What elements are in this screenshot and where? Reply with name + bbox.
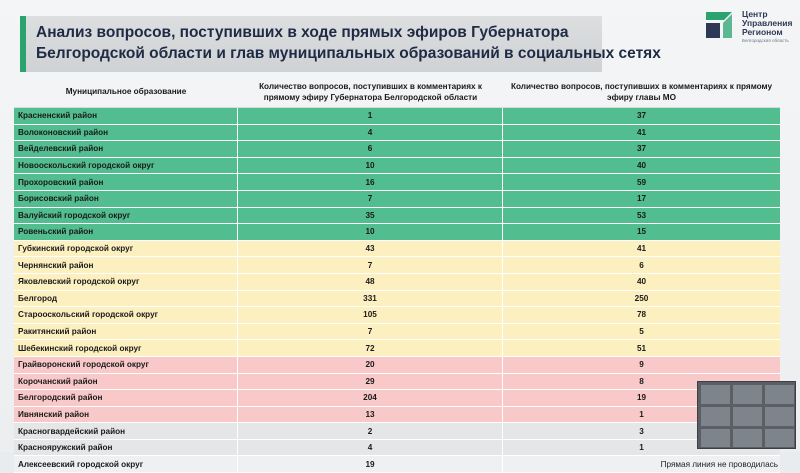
slide-title-box bbox=[20, 16, 661, 72]
cell-governor-count: 1 bbox=[238, 108, 503, 124]
cell-municipality: Алексеевский городской округ bbox=[14, 456, 238, 472]
cell-mo-count: 40 bbox=[636, 161, 647, 171]
cell-municipality: Губкинский городской округ bbox=[14, 241, 238, 257]
table-row bbox=[14, 257, 780, 274]
cell-governor-count: 331 bbox=[238, 291, 503, 307]
cell-municipality: Белгород bbox=[14, 291, 238, 307]
table-header bbox=[14, 76, 780, 108]
table-row bbox=[14, 357, 780, 374]
cell-governor-count: 43 bbox=[238, 241, 503, 257]
table-row bbox=[14, 340, 780, 357]
cell-governor-count: 204 bbox=[238, 390, 503, 406]
cell-governor-count: 4 bbox=[238, 440, 503, 456]
cell-mo-count: 8 bbox=[639, 376, 644, 386]
logo-text-line-2: Управления bbox=[742, 18, 793, 28]
video-tile bbox=[733, 429, 762, 447]
cell-municipality: Краснояружский район bbox=[14, 440, 238, 456]
cell-mo-count: 17 bbox=[636, 194, 647, 204]
cell-mo-count: 9 bbox=[639, 360, 644, 370]
cell-mo-count: 3 bbox=[639, 426, 644, 436]
table-row bbox=[14, 456, 780, 473]
video-tile bbox=[765, 407, 794, 426]
cell-governor-count: 4 bbox=[238, 125, 503, 141]
video-tile bbox=[701, 407, 730, 426]
table-row bbox=[14, 407, 780, 424]
slide-title-line-2: Белгородской области и глав муниципальных образований в социальных сетях bbox=[36, 45, 661, 62]
cell-municipality: Красненский район bbox=[14, 108, 238, 124]
cell-mo-count: 19 bbox=[636, 393, 647, 403]
cur-logo bbox=[702, 4, 794, 44]
cell-mo-count: 250 bbox=[634, 293, 649, 303]
cell-governor-count: 7 bbox=[238, 324, 503, 340]
cell-governor-count: 16 bbox=[238, 174, 503, 190]
video-tile bbox=[701, 385, 730, 404]
cell-mo-count: 41 bbox=[636, 244, 647, 254]
cell-governor-count: 7 bbox=[238, 191, 503, 207]
cur-logo-icon bbox=[702, 6, 736, 40]
cell-governor-count: 20 bbox=[238, 357, 503, 373]
cell-mo-count: 6 bbox=[639, 260, 644, 270]
cell-municipality: Корочанский район bbox=[14, 374, 238, 390]
cell-municipality: Прохоровский район bbox=[14, 174, 238, 190]
cell-municipality: Чернянский район bbox=[14, 257, 238, 273]
cell-governor-count: 13 bbox=[238, 407, 503, 423]
table-body bbox=[14, 108, 780, 473]
table-row bbox=[14, 141, 780, 158]
table-row bbox=[14, 324, 780, 341]
header-governor-questions: Количество вопросов, поступивших в комментариях к прямому эфиру Губернатора Белгородской области bbox=[259, 81, 482, 102]
logo-text-line-1: Центр bbox=[742, 9, 768, 19]
header-municipality: Муниципальное образование bbox=[65, 87, 187, 96]
logo-text-line-3: Регионом bbox=[742, 27, 783, 37]
video-tile bbox=[733, 385, 762, 404]
logo-text-line-4: Белгородская область bbox=[742, 38, 789, 43]
cell-mo-count: 1 bbox=[639, 443, 644, 453]
video-conference-thumbnail bbox=[697, 381, 796, 449]
table-row bbox=[14, 158, 780, 175]
cell-municipality: Ровеньский район bbox=[14, 224, 238, 240]
cell-governor-count: 48 bbox=[238, 274, 503, 290]
cell-municipality: Шебекинский городской округ bbox=[14, 340, 238, 356]
cell-governor-count: 2 bbox=[238, 423, 503, 439]
table-row bbox=[14, 440, 780, 457]
cell-governor-count: 7 bbox=[238, 257, 503, 273]
table-row bbox=[14, 241, 780, 258]
cell-governor-count: 29 bbox=[238, 374, 503, 390]
cell-mo-count: 59 bbox=[636, 177, 647, 187]
cell-governor-count: 10 bbox=[238, 224, 503, 240]
slide-title-line-1: Анализ вопросов, поступивших в ходе прямых эфиров Губернатора bbox=[36, 24, 569, 41]
cell-municipality: Красногвардейский район bbox=[14, 423, 238, 439]
cell-municipality: Ракитянский район bbox=[14, 324, 238, 340]
video-tile bbox=[701, 429, 730, 447]
cell-governor-count: 19 bbox=[238, 456, 503, 472]
cell-governor-count: 35 bbox=[238, 208, 503, 224]
table-row bbox=[14, 125, 780, 142]
cell-municipality: Валуйский городской округ bbox=[14, 208, 238, 224]
questions-table bbox=[14, 76, 780, 473]
cell-mo-count: 53 bbox=[636, 210, 647, 220]
cell-municipality: Борисовский район bbox=[14, 191, 238, 207]
cell-mo-count: 37 bbox=[636, 111, 647, 121]
table-row bbox=[14, 274, 780, 291]
cell-mo-count: 51 bbox=[636, 343, 647, 353]
cell-mo-count: 78 bbox=[636, 310, 647, 320]
cell-mo-count: Прямая линия не проводилась bbox=[660, 459, 778, 469]
video-tile bbox=[765, 385, 794, 404]
cell-mo-count: 40 bbox=[636, 277, 647, 287]
table-row bbox=[14, 224, 780, 241]
cell-governor-count: 105 bbox=[238, 307, 503, 323]
cell-municipality: Старооскольский городской округ bbox=[14, 307, 238, 323]
cell-municipality: Волоконовский район bbox=[14, 125, 238, 141]
cell-municipality: Ивнянский район bbox=[14, 407, 238, 423]
cell-municipality: Грайворонский городской округ bbox=[14, 357, 238, 373]
cell-mo-count: 15 bbox=[636, 227, 647, 237]
cell-mo-count: 41 bbox=[636, 127, 647, 137]
table-row bbox=[14, 423, 780, 440]
table-row bbox=[14, 174, 780, 191]
video-tile bbox=[733, 407, 762, 426]
header-mo-questions: Количество вопросов, поступивших в комментариях к прямому эфиру главы МО bbox=[510, 81, 773, 102]
cell-municipality: Вейделевский район bbox=[14, 141, 238, 157]
cell-governor-count: 6 bbox=[238, 141, 503, 157]
cell-mo-count: 1 bbox=[639, 409, 644, 419]
table-row bbox=[14, 390, 780, 407]
table-row bbox=[14, 307, 780, 324]
table-row bbox=[14, 291, 780, 308]
table-row bbox=[14, 108, 780, 125]
cell-municipality: Яковлевский городской округ bbox=[14, 274, 238, 290]
table-row bbox=[14, 191, 780, 208]
table-row bbox=[14, 374, 780, 391]
video-tile bbox=[765, 429, 794, 447]
cell-municipality: Новооскольский городской округ bbox=[14, 158, 238, 174]
cell-governor-count: 10 bbox=[238, 158, 503, 174]
cell-municipality: Белгородский район bbox=[14, 390, 238, 406]
cell-mo-count: 5 bbox=[639, 327, 644, 337]
cell-governor-count: 72 bbox=[238, 340, 503, 356]
table-row bbox=[14, 208, 780, 225]
cell-mo-count: 37 bbox=[636, 144, 647, 154]
